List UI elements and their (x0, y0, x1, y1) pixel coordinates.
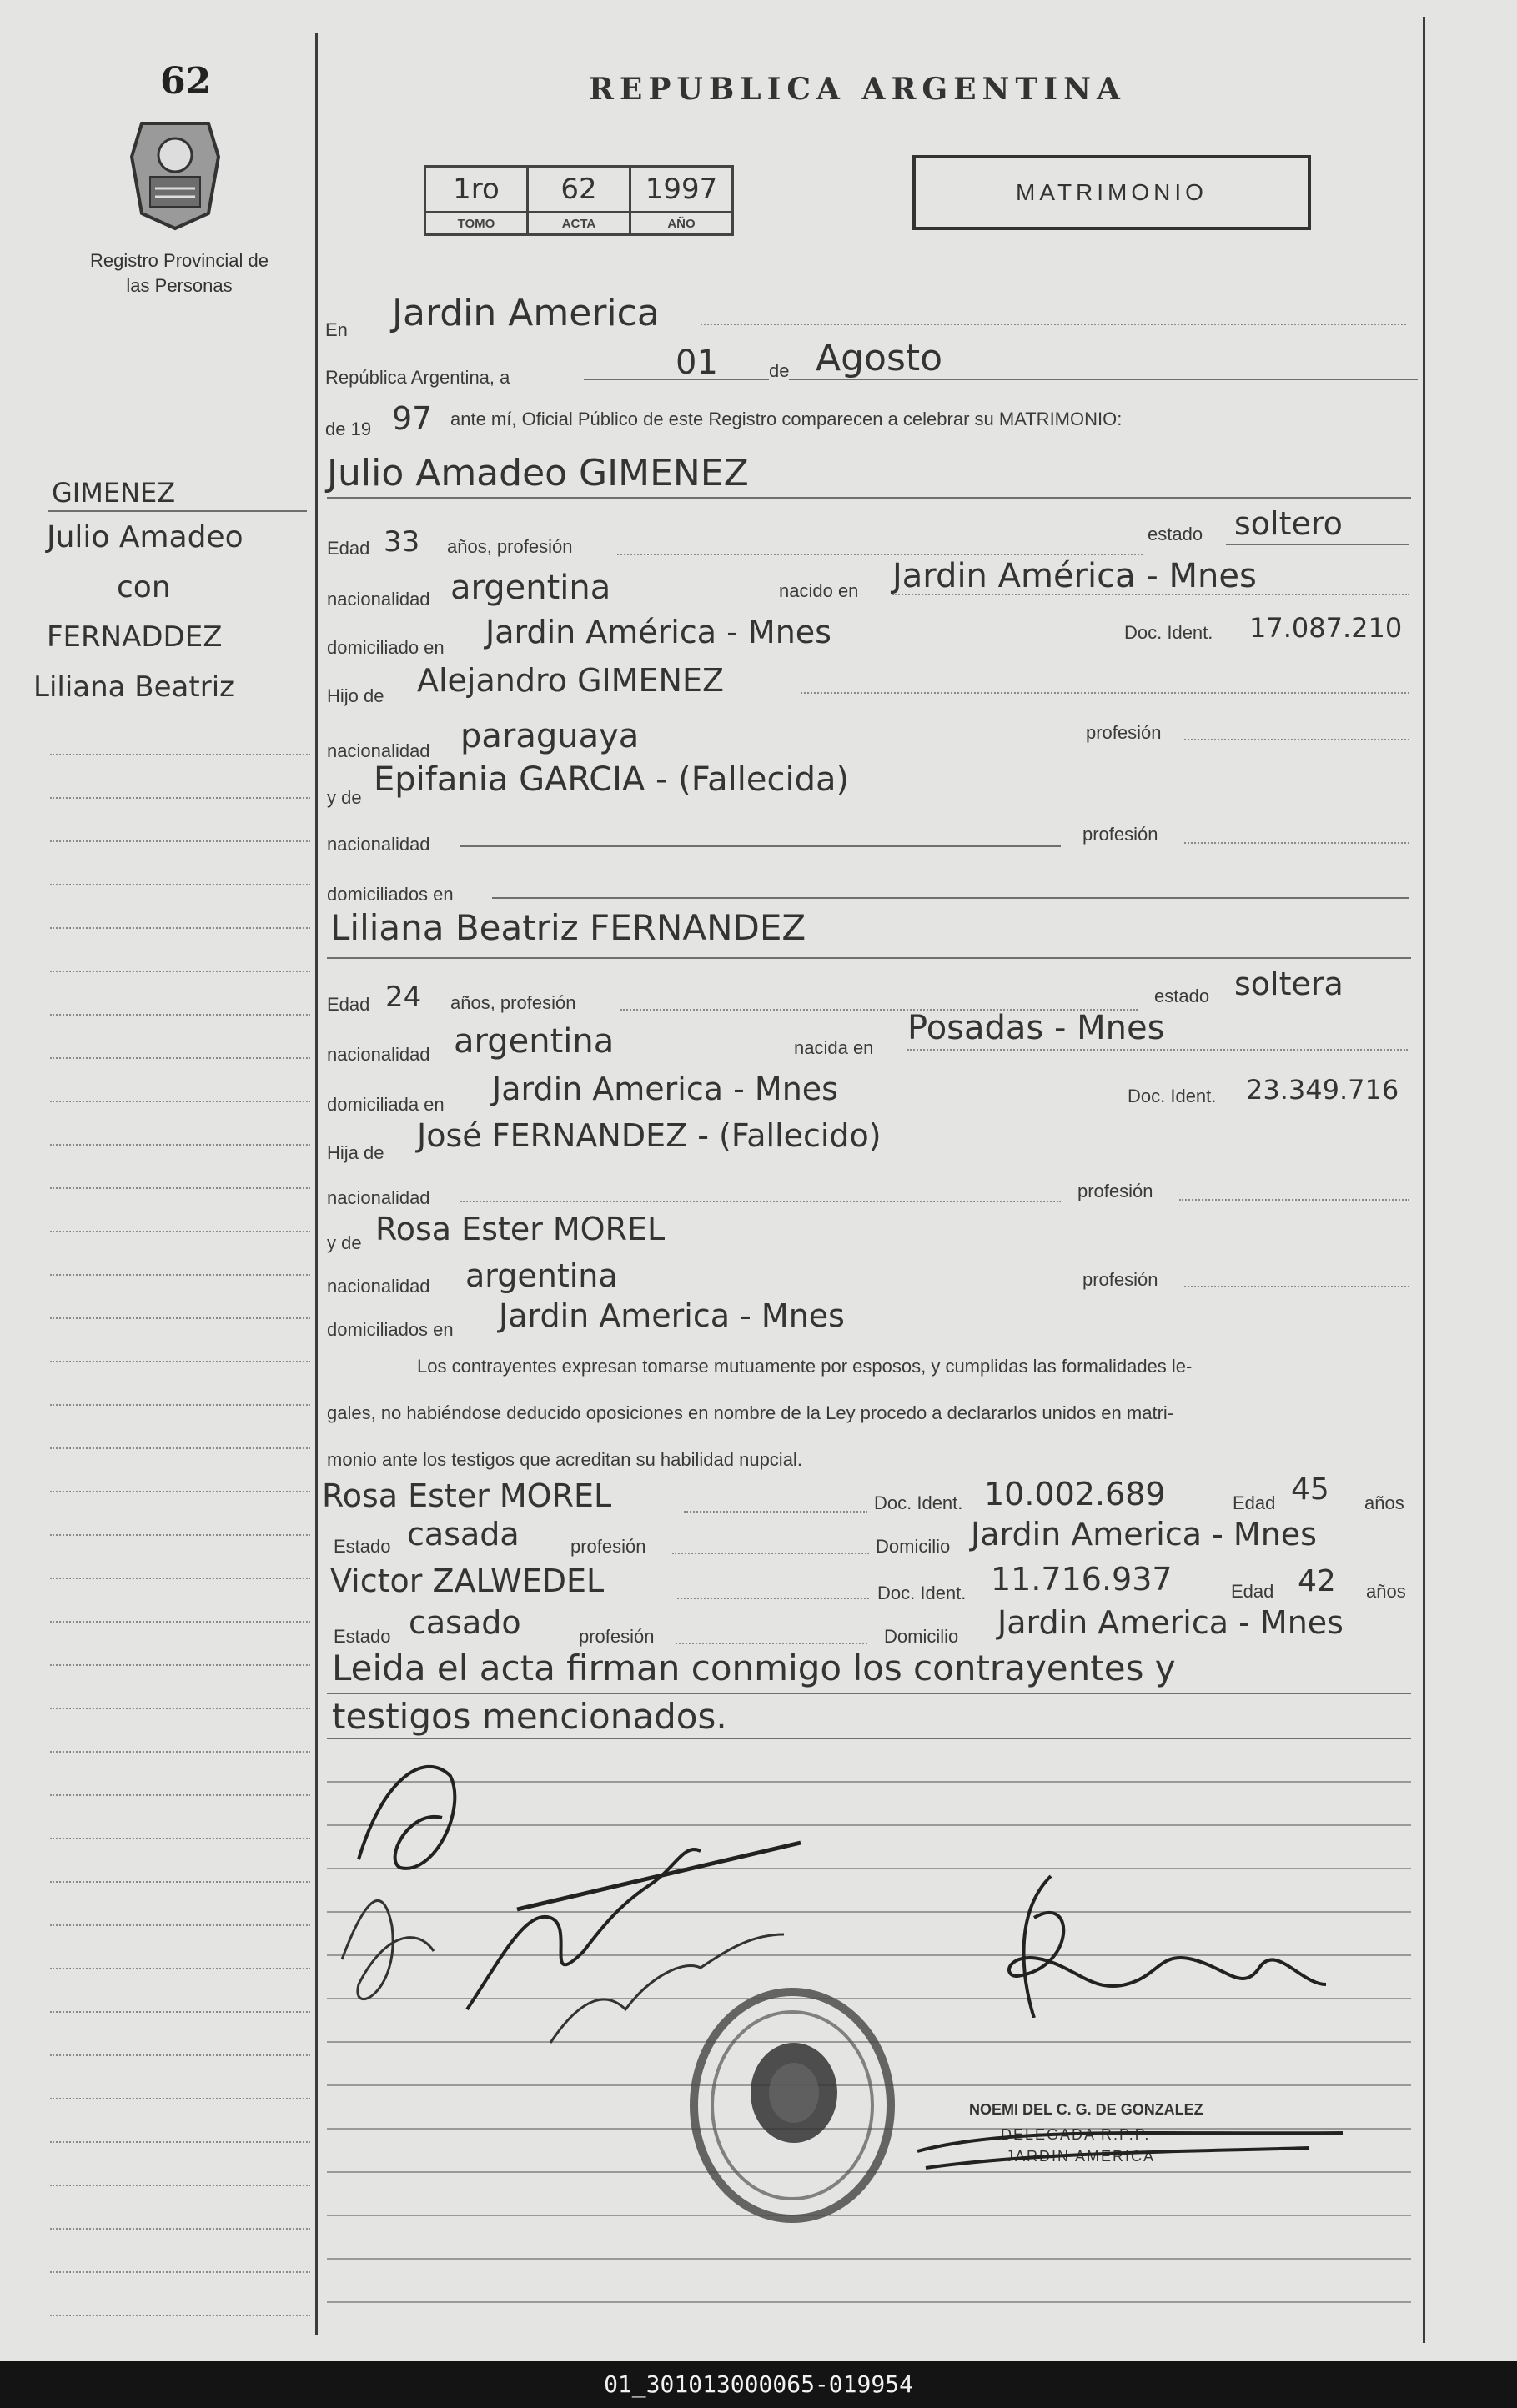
label-edad-w2: Edad (1231, 1581, 1274, 1602)
month-value: Agosto (816, 337, 943, 379)
scan-caption: 01_301013000065-019954 (0, 2361, 1517, 2408)
acta-label: ACTA (528, 213, 630, 235)
label-nacido-en: nacido en (779, 580, 859, 601)
label-doc-ident: Doc. Ident. (1124, 622, 1213, 643)
ruled-line (50, 1231, 310, 1232)
ruled-line (50, 2271, 310, 2273)
label-anos-w2: años (1366, 1581, 1406, 1602)
label-estado-w1: Estado (334, 1536, 391, 1557)
acta-value: 62 (528, 167, 630, 213)
margin-note-name: Julio Amadeo (47, 520, 244, 554)
ruled-line (50, 2185, 310, 2186)
margin-note-surname: GIMENEZ (52, 477, 176, 509)
witness1-name: Rosa Ester MOREL (322, 1477, 612, 1514)
ruled-line (50, 1274, 310, 1276)
ruled-line (50, 2315, 310, 2316)
bride-birthplace: Posadas - Mnes (907, 1009, 1165, 1047)
ruled-line (50, 2098, 310, 2099)
ruled-line (50, 1144, 310, 1146)
ruled-line (50, 1101, 310, 1102)
groom-birthplace: Jardin América - Mnes (892, 557, 1257, 595)
circular-stamp-icon (684, 1984, 901, 2226)
legal-text-3: monio ante los testigos que acreditan su habilidad nupcial. (327, 1449, 802, 1470)
label-anos-profesion-bride: años, profesión (450, 992, 576, 1013)
label-de-19: de 19 (325, 419, 372, 439)
ruled-line (50, 1838, 310, 1839)
label-anos-w1: años (1364, 1492, 1404, 1513)
closing-line-2: testigos mencionados. (332, 1696, 727, 1737)
groom-age: 33 (384, 525, 420, 559)
label-de: de (769, 360, 790, 381)
day-value: 01 (676, 344, 718, 382)
label-anos-profesion: años, profesión (447, 536, 573, 557)
ruled-line (50, 2228, 310, 2230)
label-profesion-w1: profesión (570, 1536, 646, 1557)
witness2-name: Victor ZALWEDEL (330, 1563, 605, 1599)
margin-note-surname-2: FERNADDEZ (47, 620, 223, 654)
ruled-line (50, 971, 310, 972)
groom-estado: soltero (1234, 505, 1343, 542)
bride-estado: soltera (1234, 966, 1344, 1002)
groom-father-nac: paraguaya (460, 717, 640, 755)
ruled-line (50, 754, 310, 755)
ruled-line (50, 2141, 310, 2143)
label-estado-bride: estado (1154, 986, 1210, 1006)
registry-name: Registro Provincial de las Personas (90, 250, 269, 296)
label-domiciliada-en: domiciliada en (327, 1094, 445, 1115)
witness1-domicilio: Jardin America - Mnes (971, 1516, 1317, 1553)
label-domiciliados-en-bride: domiciliados en (327, 1319, 454, 1340)
label-nacionalidad-bride: nacionalidad (327, 1044, 430, 1065)
groom-father: Alejandro GIMENEZ (417, 662, 725, 699)
label-profesion-w2: profesión (579, 1626, 655, 1647)
ruled-line (50, 1708, 310, 1709)
ruled-line (50, 1491, 310, 1492)
official-underline-icon (909, 2118, 1359, 2176)
label-hijo-de: Hijo de (327, 685, 384, 706)
ruled-line (50, 1361, 310, 1362)
margin-rule (315, 33, 318, 2335)
witness1-estado: casada (407, 1516, 520, 1553)
label-doc-ident-w1: Doc. Ident. (874, 1492, 963, 1513)
label-nacionalidad: nacionalidad (327, 589, 430, 610)
ruled-line (50, 1317, 310, 1319)
ruled-line (50, 1924, 310, 1926)
label-domiciliados-en: domiciliados en (327, 884, 454, 905)
label-nacida-en: nacida en (794, 1037, 874, 1058)
bride-nacionalidad: argentina (454, 1022, 615, 1061)
year-value: 97 (392, 400, 433, 437)
page-number: 62 (160, 60, 212, 103)
closing-line-1: Leida el acta firman conmigo los contrayentes y (332, 1648, 1176, 1688)
province-seal-icon (117, 107, 234, 232)
official-stamp-name: NOEMI DEL C. G. DE GONZALEZ (969, 2101, 1203, 2118)
bride-father: José FERNANDEZ - (Fallecido) (417, 1117, 882, 1154)
ruled-line (50, 1794, 310, 1796)
ruled-line (50, 884, 310, 885)
ruled-line (50, 1621, 310, 1623)
matrimonio-box: MATRIMONIO (912, 155, 1311, 230)
official-stamp-role: DELEGADA R.P.P. (1001, 2126, 1151, 2143)
place-value: Jardin America (392, 292, 660, 334)
bride-parents-dom: Jardin America - Mnes (499, 1297, 845, 1334)
legal-text-2: gales, no habiéndose deducido oposiciones en nombre de la Ley procedo a declararlos unidos en matri- (327, 1402, 1174, 1423)
ruled-line (50, 1968, 310, 1969)
witness2-domicilio: Jardin America - Mnes (997, 1604, 1344, 1641)
witness2-estado: casado (409, 1604, 521, 1641)
right-rule (1423, 17, 1425, 2343)
official-signature-graphic (909, 1868, 1343, 2018)
label-republica: República Argentina, a (325, 367, 510, 388)
label-profesion-bride-mother: profesión (1082, 1269, 1158, 1290)
label-domicilio-w1: Domicilio (876, 1536, 951, 1557)
label-y-de: y de (327, 787, 362, 808)
ruled-line (50, 1404, 310, 1406)
label-domiciliado-en: domiciliado en (327, 637, 445, 658)
label-profesion-father: profesión (1086, 722, 1162, 743)
groom-domicilio: Jardin América - Mnes (485, 614, 831, 650)
ano-label: AÑO (630, 213, 733, 235)
ruled-line (327, 2301, 1411, 2303)
bride-domicilio: Jardin America - Mnes (492, 1071, 838, 1107)
ruled-line (50, 1664, 310, 1666)
label-profesion-mother: profesión (1082, 824, 1158, 845)
tomo-value: 1ro (425, 167, 528, 213)
country-heading: REPUBLICA ARGENTINA (589, 72, 1126, 107)
label-profesion-bride-father: profesión (1077, 1181, 1153, 1201)
ruled-line (50, 840, 310, 842)
bride-doc: 23.349.716 (1246, 1074, 1399, 1106)
label-estado-w2: Estado (334, 1626, 391, 1647)
ano-value: 1997 (630, 167, 733, 213)
groom-nacionalidad: argentina (450, 569, 611, 607)
witness2-doc: 11.716.937 (991, 1561, 1173, 1598)
label-nacionalidad-bride-father: nacionalidad (327, 1187, 430, 1208)
ruled-line (50, 1014, 310, 1016)
ruled-line (50, 1057, 310, 1059)
label-y-de-bride: y de (327, 1232, 362, 1253)
groom-mother: Epifania GARCIA - (Fallecida) (374, 760, 850, 799)
label-edad-bride: Edad (327, 994, 370, 1015)
ruled-line (50, 1447, 310, 1449)
ruled-line (327, 2258, 1411, 2260)
label-en: En (325, 319, 348, 340)
ruled-line (50, 2054, 310, 2056)
ruled-line (50, 1578, 310, 1579)
label-doc-ident-bride: Doc. Ident. (1128, 1086, 1217, 1106)
ruled-line (50, 1534, 310, 1536)
ruled-line (50, 797, 310, 799)
margin-note-con: con (117, 570, 171, 605)
groom-name: Julio Amadeo GIMENEZ (327, 452, 749, 494)
witness1-doc: 10.002.689 (984, 1476, 1166, 1513)
groom-doc: 17.087.210 (1249, 612, 1403, 644)
ruled-line (50, 2011, 310, 2013)
ruled-line (50, 1187, 310, 1189)
label-domicilio-w2: Domicilio (884, 1626, 959, 1647)
bride-name: Liliana Beatriz FERNANDEZ (330, 907, 806, 948)
label-doc-ident-w2: Doc. Ident. (877, 1583, 967, 1603)
official-stamp-place: JARDIN AMERICA (1006, 2148, 1156, 2165)
label-nacionalidad-father: nacionalidad (327, 740, 430, 761)
ruled-line (50, 1751, 310, 1753)
label-edad: Edad (327, 538, 370, 559)
witness1-age: 45 (1291, 1472, 1329, 1507)
tomo-label: TOMO (425, 213, 528, 235)
ruled-line (50, 1881, 310, 1883)
label-estado: estado (1148, 524, 1203, 544)
bride-mother: Rosa Ester MOREL (375, 1211, 666, 1247)
bride-mother-nac: argentina (465, 1257, 618, 1294)
legal-text-1: Los contrayentes expresan tomarse mutuamente por esposos, y cumplidas las formalidades le- (417, 1356, 1193, 1377)
bride-age: 24 (385, 981, 422, 1014)
label-nacionalidad-bride-mother: nacionalidad (327, 1276, 430, 1297)
label-nacionalidad-mother: nacionalidad (327, 834, 430, 855)
witness2-age: 42 (1298, 1564, 1336, 1598)
label-hija-de: Hija de (327, 1142, 384, 1163)
label-ante-mi: ante mí, Oficial Público de este Registro comparecen a celebrar su MATRIMONIO: (450, 409, 1123, 429)
acta-table (424, 165, 734, 236)
margin-note-name-2: Liliana Beatriz (33, 670, 234, 704)
ruled-line (50, 927, 310, 929)
label-edad-w1: Edad (1233, 1492, 1276, 1513)
